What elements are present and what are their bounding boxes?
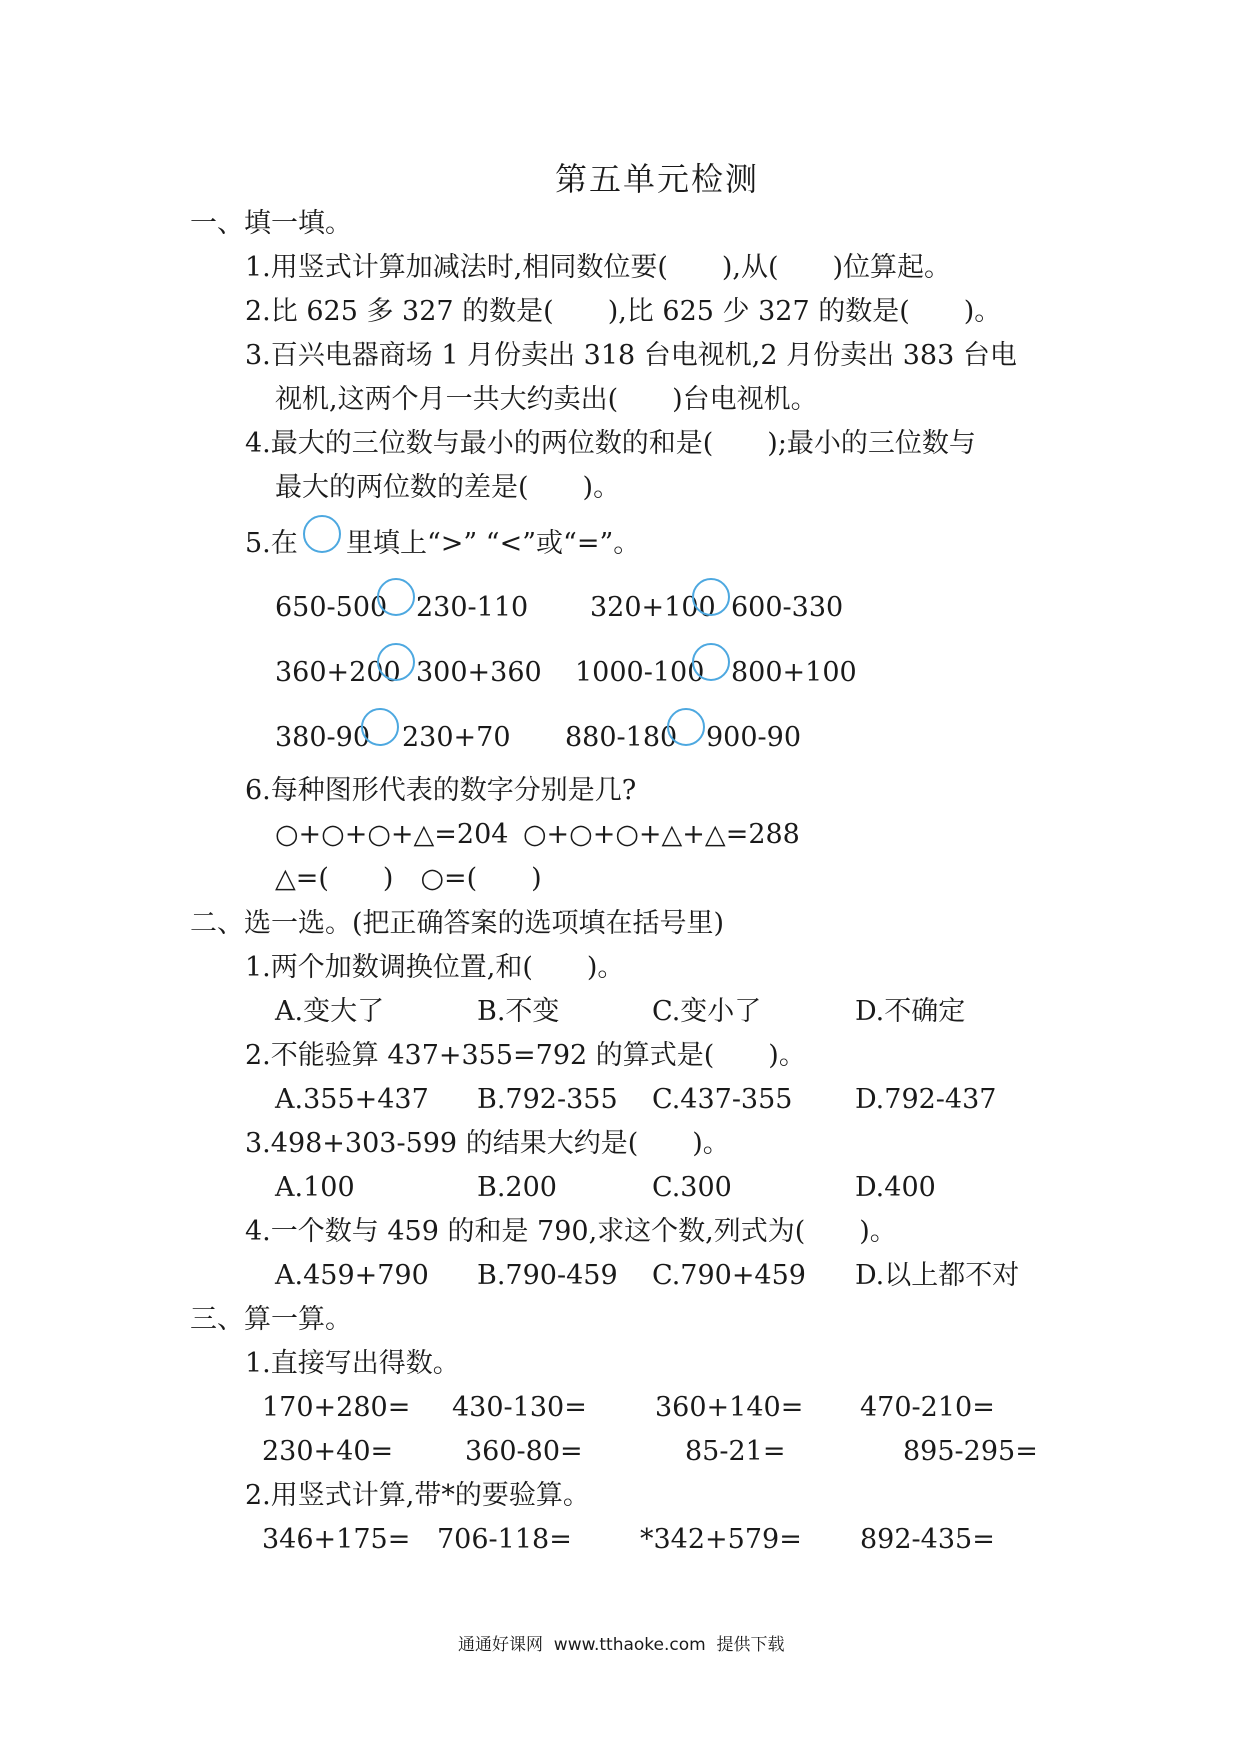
calc-item: 360-80=: [465, 1436, 583, 1467]
s2-question-4: 4.一个数与 459 的和是 790,求这个数,列式为( )。: [245, 1216, 897, 1247]
s2-option: C.变小了: [652, 996, 762, 1027]
section-2-heading: 二、选一选。(把正确答案的选项填在括号里): [190, 908, 725, 939]
s1-question-5-suffix: 里填上“>” “<”或“=”。: [346, 528, 641, 559]
calc-item: 360+140=: [655, 1392, 804, 1423]
s2-option: A.变大了: [275, 996, 385, 1027]
s3-question-1: 1.直接写出得数。: [245, 1348, 460, 1379]
compare-right: 800+100: [731, 657, 857, 688]
s1-question-2: 2.比 625 多 327 的数是( ),比 625 少 327 的数是( )。: [245, 296, 1002, 327]
s2-option: B.792-355: [477, 1084, 618, 1115]
section-1-heading: 一、填一填。: [190, 208, 352, 239]
s2-option: B.790-459: [477, 1260, 618, 1291]
answer-circle-icon: [303, 515, 341, 553]
compare-circle-icon[interactable]: [692, 643, 730, 681]
calc-item: 85-21=: [685, 1436, 786, 1467]
s2-option: C.437-355: [652, 1084, 793, 1115]
s2-question-2: 2.不能验算 437+355=792 的算式是( )。: [245, 1040, 806, 1071]
compare-circle-icon[interactable]: [667, 708, 705, 746]
s1-q6-equation-2: ○+○+○+△+△=288: [523, 819, 800, 850]
calc-item: 892-435=: [860, 1524, 995, 1555]
compare-right: 230+70: [402, 722, 511, 753]
compare-left: 360+200: [275, 657, 401, 688]
compare-left: 1000-100: [575, 657, 705, 688]
s2-option: D.以上都不对: [855, 1260, 1020, 1291]
s2-question-3: 3.498+303-599 的结果大约是( )。: [245, 1128, 730, 1159]
compare-left: 650-500: [275, 592, 388, 623]
s1-question-6: 6.每种图形代表的数字分别是几?: [245, 775, 637, 806]
s1-question-5-prefix: 5.在: [245, 528, 298, 559]
s2-option: A.355+437: [275, 1084, 429, 1115]
s2-option: B.200: [477, 1172, 557, 1203]
s2-option: A.459+790: [275, 1260, 429, 1291]
calc-item: 230+40=: [262, 1436, 394, 1467]
s1-question-1: 1.用竖式计算加减法时,相同数位要( ),从( )位算起。: [245, 252, 952, 283]
page-title: 第五单元检测: [555, 160, 760, 198]
calc-item: 346+175=: [262, 1524, 411, 1555]
calc-item: 170+280=: [262, 1392, 411, 1423]
compare-left: 380-90: [275, 722, 371, 753]
s2-option: B.不变: [477, 996, 560, 1027]
calc-item: 470-210=: [860, 1392, 995, 1423]
calc-item: 706-118=: [437, 1524, 572, 1555]
calc-item: 895-295=: [903, 1436, 1038, 1467]
calc-item: *342+579=: [640, 1524, 802, 1555]
compare-circle-icon[interactable]: [377, 578, 415, 616]
compare-circle-icon[interactable]: [692, 578, 730, 616]
s2-option: A.100: [275, 1172, 355, 1203]
section-3-heading: 三、算一算。: [190, 1304, 352, 1335]
compare-circle-icon[interactable]: [361, 708, 399, 746]
calc-item: 430-130=: [452, 1392, 587, 1423]
s2-option: D.400: [855, 1172, 936, 1203]
s2-option: C.790+459: [652, 1260, 806, 1291]
s2-option: D.不确定: [855, 996, 966, 1027]
compare-right: 300+360: [416, 657, 542, 688]
compare-left: 320+100: [590, 592, 716, 623]
s1-question-4-line1: 4.最大的三位数与最小的两位数的和是( );最小的三位数与: [245, 428, 976, 459]
s2-question-1: 1.两个加数调换位置,和( )。: [245, 952, 625, 983]
compare-circle-icon[interactable]: [377, 643, 415, 681]
s1-question-3-line2: 视机,这两个月一共大约卖出( )台电视机。: [275, 384, 818, 415]
compare-left: 880-180: [565, 722, 678, 753]
s1-q6-equation-1: ○+○+○+△=204: [275, 819, 509, 850]
s1-question-3-line1: 3.百兴电器商场 1 月份卖出 318 台电视机,2 月份卖出 383 台电: [245, 340, 1017, 371]
s3-question-2: 2.用竖式计算,带*的要验算。: [245, 1480, 590, 1511]
page-footer: 通通好课网 www.tthaoke.com 提供下载: [458, 1635, 785, 1655]
compare-right: 600-330: [731, 592, 844, 623]
s2-option: C.300: [652, 1172, 732, 1203]
s2-option: D.792-437: [855, 1084, 997, 1115]
s1-question-4-line2: 最大的两位数的差是( )。: [275, 472, 621, 503]
compare-right: 900-90: [706, 722, 802, 753]
s1-q6-answer: △=( ) ○=( ): [275, 863, 542, 894]
compare-right: 230-110: [416, 592, 529, 623]
